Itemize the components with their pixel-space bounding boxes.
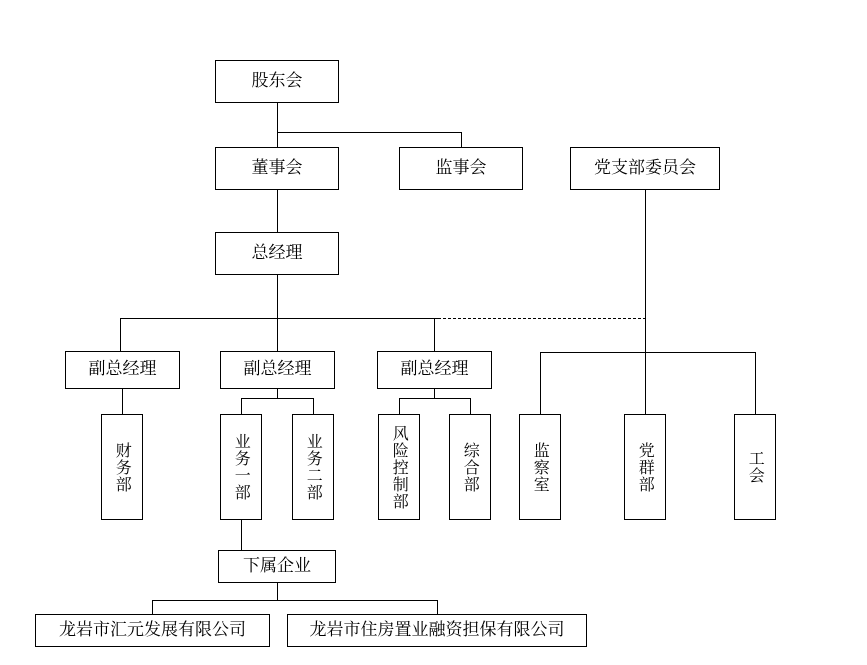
edge-to-risk-control <box>399 398 400 414</box>
edge-to-business-1 <box>241 398 242 414</box>
node-shareholders: 股东会 <box>215 60 339 103</box>
edge-party-down <box>645 189 646 352</box>
edge-gm-down <box>277 275 278 318</box>
node-labor-union: 工会 <box>734 414 776 520</box>
edge-deputy3-bus <box>399 398 470 399</box>
edge-to-supervision-office <box>540 352 541 414</box>
edge-to-deputy-1 <box>120 318 121 351</box>
edge-to-labor-union <box>755 352 756 414</box>
node-board: 董事会 <box>215 147 339 190</box>
edge-board-to-gm <box>277 189 278 233</box>
edge-deputy2-bus <box>241 398 313 399</box>
edge-to-subsidiary-1 <box>152 600 153 614</box>
node-subsidiaries: 下属企业 <box>218 550 336 583</box>
node-general-manager: 总经理 <box>215 232 339 275</box>
edge-party-bus <box>540 352 755 353</box>
edge-to-board <box>277 132 278 148</box>
edge-dashed-gm-party <box>438 318 646 319</box>
node-supervisors: 监事会 <box>399 147 523 190</box>
node-deputy-gm-2: 副总经理 <box>220 351 335 389</box>
node-subsidiary-1: 龙岩市汇元发展有限公司 <box>35 614 270 647</box>
edge-subsidiaries-down <box>277 583 278 600</box>
edge-to-general-affairs <box>470 398 471 414</box>
node-general-affairs: 综合部 <box>449 414 491 520</box>
edge-deputy-bus <box>120 318 438 319</box>
edge-to-party-mass <box>645 352 646 414</box>
edge-to-deputy-3 <box>434 318 435 351</box>
edge-deputy1-to-finance <box>122 388 123 414</box>
edge-shareholders-down <box>277 102 278 132</box>
edge-subsidiaries-bus <box>152 600 437 601</box>
node-finance-dept: 财务部 <box>101 414 143 520</box>
node-business-dept-1: 业务一部 <box>220 414 262 520</box>
node-risk-control-dept: 风险控制部 <box>378 414 420 520</box>
edge-business1-to-subsidiaries <box>241 520 242 550</box>
node-party-committee: 党支部委员会 <box>570 147 720 190</box>
node-business-dept-2: 业务二部 <box>292 414 334 520</box>
node-party-mass-dept: 党群部 <box>624 414 666 520</box>
edge-to-deputy-2 <box>277 318 278 351</box>
edge-shareholders-to-supervisors <box>277 132 462 133</box>
node-subsidiary-2: 龙岩市住房置业融资担保有限公司 <box>287 614 587 647</box>
node-deputy-gm-1: 副总经理 <box>65 351 180 389</box>
edge-to-supervisors <box>461 132 462 148</box>
edge-deputy2-down <box>277 388 278 398</box>
edge-to-business-2 <box>313 398 314 414</box>
edge-to-subsidiary-2 <box>437 600 438 614</box>
node-supervision-office: 监察室 <box>519 414 561 520</box>
edge-deputy3-down <box>434 388 435 398</box>
node-deputy-gm-3: 副总经理 <box>377 351 492 389</box>
